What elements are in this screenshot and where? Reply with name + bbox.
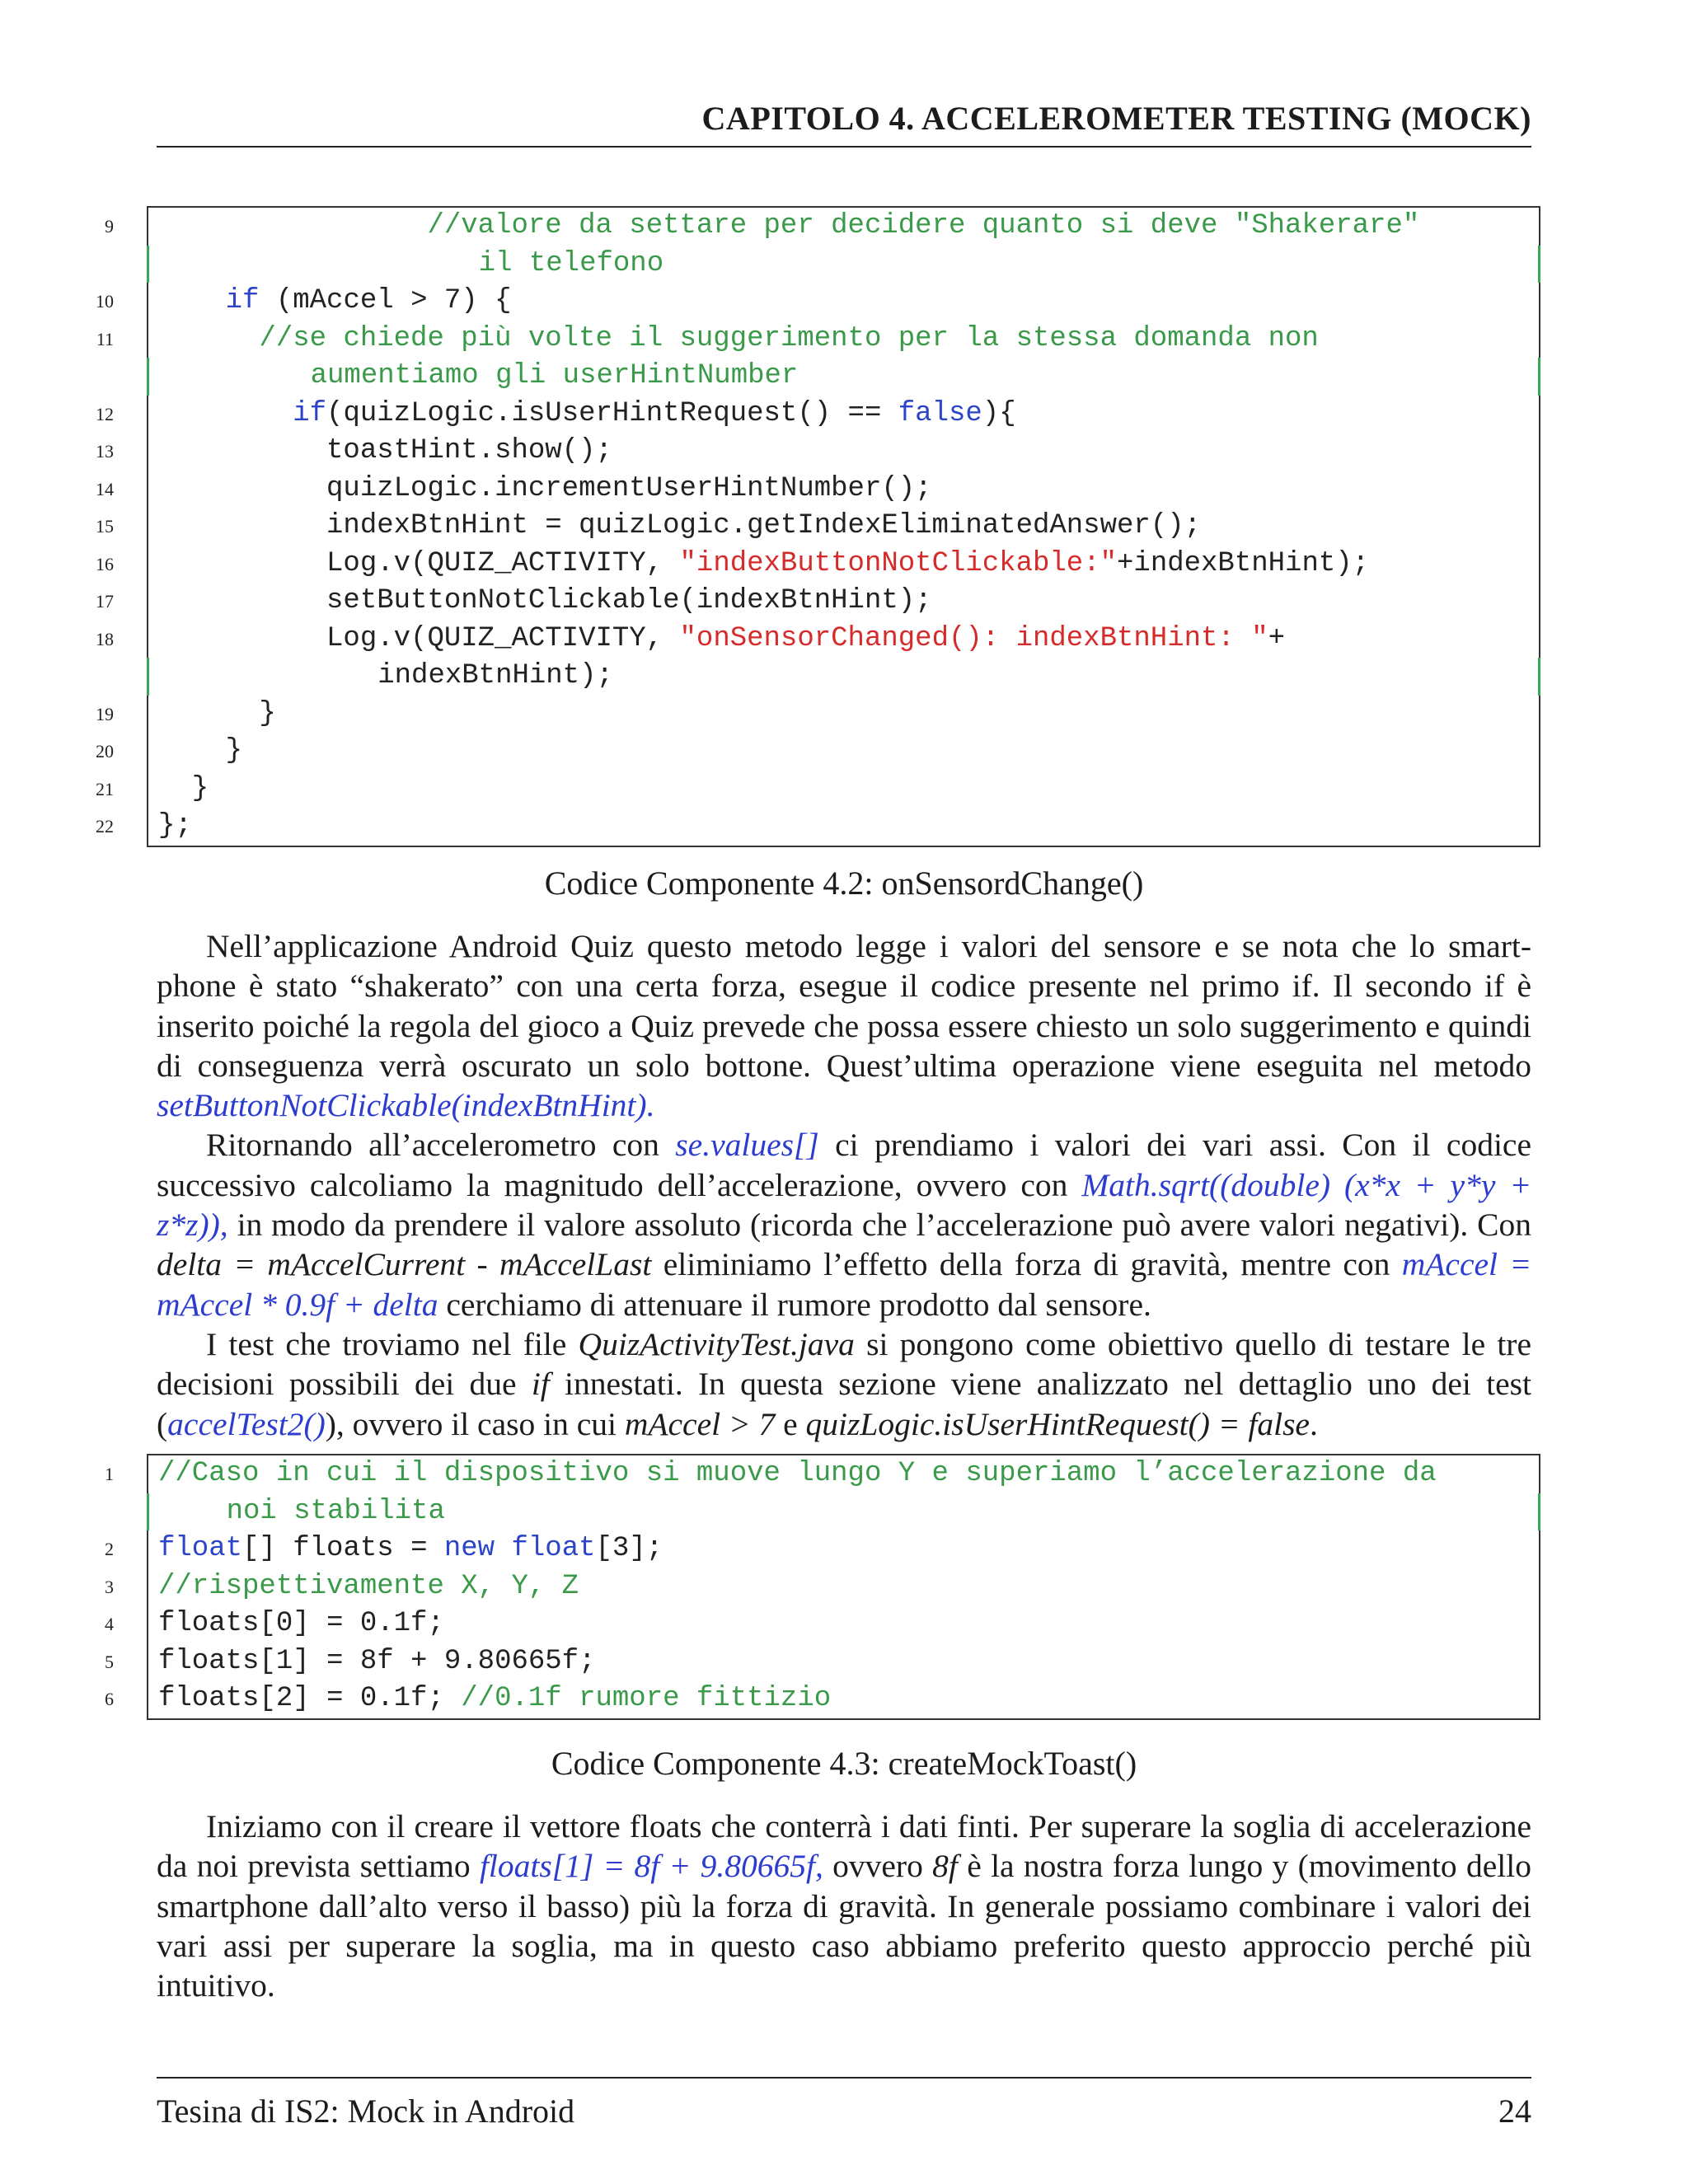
code-line [96, 396, 1539, 434]
body-text-2 [157, 1807, 1531, 2005]
code-text: quizLogic.incrementUserHintNumber(); [158, 472, 932, 504]
code-text: //valore da settare per decidere quanto si deve "Shakerare" [427, 210, 1420, 241]
line-number: 17 [96, 591, 114, 612]
code-text: aumentiamo gli userHintNumber [159, 360, 799, 391]
code-line [105, 1455, 1539, 1493]
code-text: noi stabilita [159, 1495, 445, 1527]
line-number: 20 [96, 741, 114, 762]
line-number: 13 [96, 441, 114, 462]
code-line [96, 471, 1539, 509]
line-number: 12 [96, 403, 114, 424]
paragraph-2: Ritornando all’accelerometro con se.values[] ci prendiamo i valori dei vari assi. Con il codice successivo calcoliamo la magnitudo dell’accelerazione, ovvero con Math.sqrt((double) (x*x + y*y + z*z)), in modo da prendere il valore assoluto (ricorda che l’accelerazione può avere valori negativi). Con delta = mAccelCurrent - mAccelLast eliminiamo l’effetto della forza di gravità, mentre con mAccel = mAccel * 0.9f + delta cerchiamo di attenuare il rumore prodotto dal sensore. [157, 1127, 1532, 1323]
code-text: } [158, 735, 243, 766]
code-text: floats[2] = 0.1f; //0.1f rumore fittizio [158, 1683, 832, 1714]
listing-caption-2: Codice Componente 4.3: createMockToast() [551, 1745, 1137, 1782]
italic-value: 8f [932, 1848, 958, 1885]
code-text: toastHint.show(); [158, 435, 612, 466]
code-line [147, 358, 1540, 396]
line-number: 5 [105, 1651, 114, 1672]
code-line [96, 621, 1539, 658]
italic-condition: quizLogic.isUserHintRequest() = false [805, 1405, 1310, 1442]
line-number: 2 [105, 1539, 114, 1559]
code-text: floats[0] = 0.1f; [158, 1608, 444, 1639]
code-text: if (mAccel > 7) { [225, 285, 512, 316]
code-line [105, 1680, 1539, 1718]
line-number: 19 [96, 703, 114, 724]
code-line [96, 508, 1539, 546]
line-number: 22 [96, 816, 114, 837]
code-text: Log.v(QUIZ_ACTIVITY, "indexButtonNotClickable:"+indexBtnHint); [158, 547, 1370, 579]
code-line [105, 1568, 1539, 1606]
method-reference: setButtonNotClickable(indexBtnHint). [157, 1087, 655, 1124]
paragraph-3: I test che troviamo nel file QuizActivityTest.java si pongono come obiettivo quello di testare le tre decisioni possibili dei due if innestati. In questa sezione viene analizzato nel dettaglio uno dei test (accelTest2()), ovvero il caso in cui mAccel > 7 e quizLogic.isUserHintRequest() = false. [157, 1325, 1531, 1442]
file-name: QuizActivityTest.java [578, 1325, 855, 1362]
code-text: setButtonNotClickable(indexBtnHint); [158, 585, 932, 616]
code-reference: floats[1] = 8f + 9.80665f, [479, 1848, 823, 1885]
footer-title: Tesina di IS2: Mock in Android [157, 2093, 575, 2130]
code-reference: mAccel = mAccel * 0.9f + delta [157, 1246, 1531, 1323]
code-line [147, 246, 1540, 284]
italic-condition: mAccel > 7 [624, 1405, 776, 1442]
listing-caption-1: Codice Componente 4.2: onSensordChange() [544, 865, 1144, 902]
code-line [96, 771, 1539, 808]
code-text: } [158, 697, 276, 729]
italic-formula: delta = mAccelCurrent - mAccelLast [157, 1246, 652, 1283]
code-text: il telefono [159, 247, 664, 279]
code-line [96, 808, 1539, 846]
line-number: 1 [105, 1464, 114, 1484]
line-number: 14 [96, 478, 114, 499]
line-number: 6 [105, 1689, 114, 1709]
code-line [96, 583, 1539, 621]
page-footer [157, 2077, 1531, 2130]
code-line [105, 208, 1539, 246]
code-line [105, 1530, 1539, 1568]
code-text: floats[1] = 8f + 9.80665f; [158, 1645, 596, 1677]
code-line [96, 546, 1539, 583]
body-text-1 [157, 926, 1531, 1444]
line-number: 3 [105, 1576, 114, 1597]
code-reference: se.values[] [675, 1127, 819, 1164]
code-text: float[] floats = new float[3]; [158, 1533, 663, 1564]
code-text: //se chiede più volte il suggerimento per la stessa domanda non [259, 322, 1319, 354]
page-number: 24 [1498, 2093, 1531, 2130]
code-line [105, 1605, 1539, 1643]
paragraph-4: Iniziamo con il creare il vettore floats che conterrà i dati finti. Per superare la soglia di accelerazione da noi prevista settiamo floats[1] = 8f + 9.80665f, ovvero 8f è la nostra forza lungo y (movimento dello smartphone dall’alto verso il basso) più la forza di gravità. In generale possiamo combinare i valori dei vari assi per superare la soglia, ma in questo caso abbiamo preferito questo approccio perché più intuitivo. [157, 1808, 1531, 2004]
code-text: indexBtnHint = quizLogic.getIndexEliminatedAnswer(); [158, 510, 1202, 541]
code-text: indexBtnHint); [159, 660, 613, 691]
code-reference: Math.sqrt((double) (x*x + y*y + z*z)), [157, 1166, 1532, 1244]
code-text: } [158, 772, 209, 804]
code-line [96, 733, 1539, 771]
code-line [96, 433, 1539, 471]
code-text: if(quizLogic.isUserHintRequest() == false){ [293, 397, 1016, 429]
line-number: 18 [96, 628, 114, 649]
running-header [157, 99, 1531, 148]
code-text: }; [158, 810, 192, 841]
code-listing-mock-floats [105, 1454, 1540, 1720]
line-number: 4 [105, 1614, 114, 1634]
code-line [96, 321, 1539, 359]
code-line [96, 283, 1539, 321]
paragraph-1: Nell’applicazione Android Quiz questo metodo legge i valori del sensore e se nota che lo smart-phone è stato “shakerato” con una certa forza, esegue il codice presente nel primo if. Il secondo if è inserito poiché la regola del gioco a Quiz prevede che possa essere chiesto un solo suggerimento e quindi di conseguenza verrà oscurato un solo bottone. Quest’ultima operazione viene eseguita nel metodo setButtonNotClickable(indexBtnHint). [157, 928, 1531, 1124]
chapter-title: CAPITOLO 4. ACCELEROMETER TESTING (MOCK) [701, 100, 1531, 137]
line-number: 21 [96, 778, 114, 799]
line-number: 9 [105, 216, 114, 237]
code-line [96, 696, 1539, 733]
code-line [147, 658, 1540, 696]
code-text: Log.v(QUIZ_ACTIVITY, "onSensorChanged(): indexBtnHint: "+ [158, 622, 1286, 654]
line-number: 16 [96, 553, 114, 574]
code-text: //Caso in cui il dispositivo si muove lungo Y e superiamo l’accelerazione da [158, 1458, 1437, 1489]
code-line [147, 1493, 1540, 1531]
line-number: 15 [96, 516, 114, 537]
code-line [105, 1643, 1539, 1681]
code-listing-onsensorchanged [96, 206, 1540, 847]
italic-keyword: if [531, 1366, 550, 1403]
line-number: 10 [96, 291, 114, 312]
code-text: //rispettivamente X, Y, Z [158, 1570, 579, 1602]
test-reference: accelTest2() [167, 1405, 326, 1442]
line-number: 11 [96, 328, 114, 349]
